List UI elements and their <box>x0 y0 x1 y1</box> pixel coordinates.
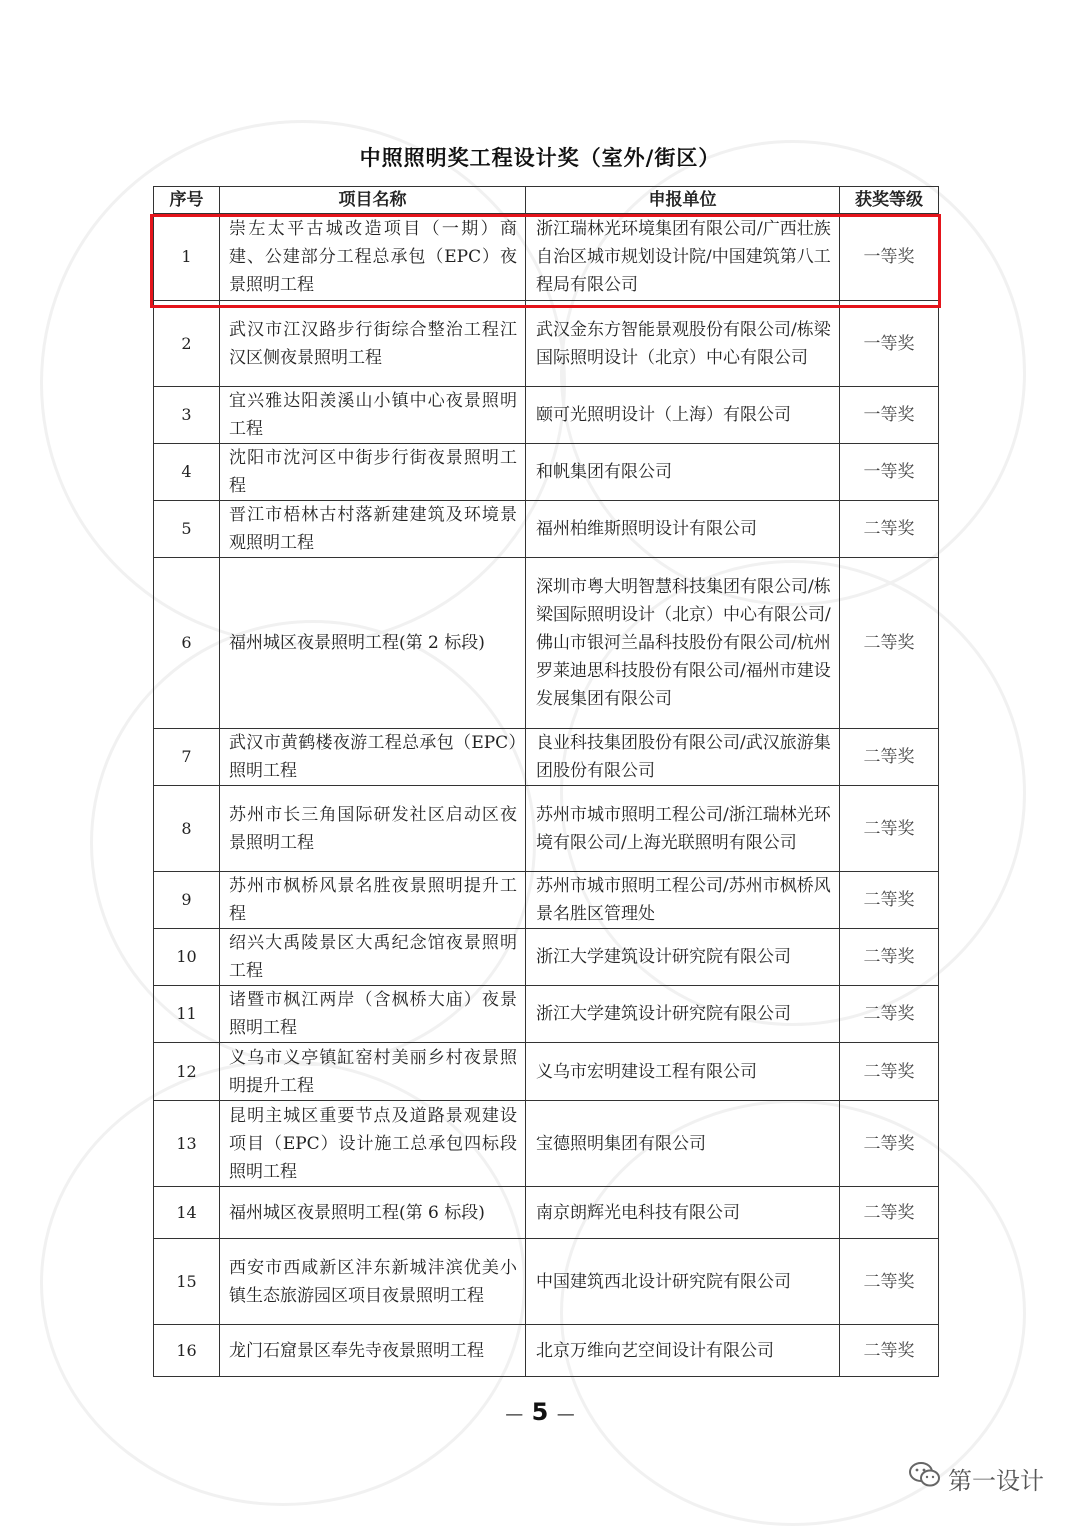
header-award-level: 获奖等级 <box>840 187 939 214</box>
row-award: 一等奖 <box>840 444 939 501</box>
row-award: 二等奖 <box>840 929 939 986</box>
row-applicant: 北京万维向艺空间设计有限公司 <box>526 1325 840 1377</box>
row-no: 3 <box>154 387 220 444</box>
row-applicant: 宝德照明集团有限公司 <box>526 1101 840 1187</box>
table-row <box>154 1043 939 1101</box>
awards-table <box>153 186 939 1377</box>
row-award: 二等奖 <box>840 501 939 558</box>
row-award: 二等奖 <box>840 1187 939 1239</box>
row-project-name: 诸暨市枫江两岸（含枫桥大庙）夜景照明工程 <box>220 986 526 1043</box>
row-award: 二等奖 <box>840 872 939 929</box>
row-applicant: 苏州市城市照明工程公司/浙江瑞林光环境有限公司/上海光联照明有限公司 <box>526 786 840 872</box>
row-applicant: 义乌市宏明建设工程有限公司 <box>526 1043 840 1101</box>
table-row <box>154 929 939 986</box>
row-project-name: 福州城区夜景照明工程(第 6 标段) <box>220 1187 526 1239</box>
highlight-box-row-1 <box>150 214 941 308</box>
row-award: 二等奖 <box>840 1239 939 1325</box>
row-award: 一等奖 <box>840 214 939 301</box>
header-applicant: 申报单位 <box>526 187 840 214</box>
row-award: 二等奖 <box>840 786 939 872</box>
row-award: 二等奖 <box>840 1325 939 1377</box>
row-applicant: 浙江大学建筑设计研究院有限公司 <box>526 986 840 1043</box>
row-no: 14 <box>154 1187 220 1239</box>
row-project-name: 昆明主城区重要节点及道路景观建设项目（EPC）设计施工总承包四标段照明工程 <box>220 1101 526 1187</box>
header-no: 序号 <box>154 187 220 214</box>
row-applicant: 和帆集团有限公司 <box>526 444 840 501</box>
row-award: 二等奖 <box>840 1101 939 1187</box>
row-project-name: 义乌市义亭镇缸窑村美丽乡村夜景照明提升工程 <box>220 1043 526 1101</box>
row-no: 4 <box>154 444 220 501</box>
table-row <box>154 786 939 872</box>
table-row <box>154 1325 939 1377</box>
row-project-name: 崇左太平古城改造项目（一期）商建、公建部分工程总承包（EPC）夜景照明工程 <box>220 214 526 301</box>
wechat-icon <box>908 1460 942 1496</box>
header-project-name: 项目名称 <box>220 187 526 214</box>
row-award: 二等奖 <box>840 1043 939 1101</box>
wechat-footer <box>908 1460 1044 1496</box>
row-project-name: 晋江市梧林古村落新建建筑及环境景观照明工程 <box>220 501 526 558</box>
row-no: 9 <box>154 872 220 929</box>
table-row <box>154 558 939 729</box>
row-applicant: 福州柏维斯照明设计有限公司 <box>526 501 840 558</box>
row-no: 8 <box>154 786 220 872</box>
row-project-name: 绍兴大禹陵景区大禹纪念馆夜景照明工程 <box>220 929 526 986</box>
row-award: 二等奖 <box>840 986 939 1043</box>
row-applicant: 南京朗辉光电科技有限公司 <box>526 1187 840 1239</box>
row-project-name: 武汉市黄鹤楼夜游工程总承包（EPC）照明工程 <box>220 729 526 786</box>
row-project-name: 苏州市枫桥风景名胜夜景照明提升工程 <box>220 872 526 929</box>
row-no: 2 <box>154 301 220 387</box>
table-row <box>154 501 939 558</box>
row-applicant: 浙江大学建筑设计研究院有限公司 <box>526 929 840 986</box>
row-no: 16 <box>154 1325 220 1377</box>
row-applicant: 苏州市城市照明工程公司/苏州市枫桥风景名胜区管理处 <box>526 872 840 929</box>
table-row <box>154 444 939 501</box>
row-no: 15 <box>154 1239 220 1325</box>
page-number-value: 5 <box>531 1398 549 1426</box>
page-title: 中照照明奖工程设计奖（室外/街区） <box>359 146 721 170</box>
row-applicant: 良业科技集团股份有限公司/武汉旅游集团股份有限公司 <box>526 729 840 786</box>
table-row <box>154 301 939 387</box>
row-no: 7 <box>154 729 220 786</box>
row-no: 5 <box>154 501 220 558</box>
row-project-name: 武汉市江汉路步行街综合整治工程江汉区侧夜景照明工程 <box>220 301 526 387</box>
row-applicant: 武汉金东方智能景观股份有限公司/栋梁国际照明设计（北京）中心有限公司 <box>526 301 840 387</box>
row-award: 一等奖 <box>840 387 939 444</box>
row-no: 1 <box>154 214 220 301</box>
page-dash-right: — <box>556 1404 575 1425</box>
row-project-name: 福州城区夜景照明工程(第 2 标段) <box>220 558 526 729</box>
row-project-name: 宜兴雅达阳羡溪山小镇中心夜景照明工程 <box>220 387 526 444</box>
row-no: 12 <box>154 1043 220 1101</box>
row-no: 11 <box>154 986 220 1043</box>
row-no: 6 <box>154 558 220 729</box>
row-project-name: 苏州市长三角国际研发社区启动区夜景照明工程 <box>220 786 526 872</box>
table-row <box>154 872 939 929</box>
row-award: 二等奖 <box>840 729 939 786</box>
row-project-name: 沈阳市沈河区中街步行街夜景照明工程 <box>220 444 526 501</box>
row-no: 10 <box>154 929 220 986</box>
row-award: 一等奖 <box>840 301 939 387</box>
row-applicant: 浙江瑞林光环境集团有限公司/广西壮族自治区城市规划设计院/中国建筑第八工程局有限公司 <box>526 214 840 301</box>
row-applicant: 深圳市粤大明智慧科技集团有限公司/栋梁国际照明设计（北京）中心有限公司/佛山市银河兰晶科技股份有限公司/杭州罗莱迪思科技股份有限公司/福州市建设发展集团有限公司 <box>526 558 840 729</box>
table-header-row <box>154 187 939 214</box>
table-row <box>154 986 939 1043</box>
row-project-name: 西安市西咸新区沣东新城沣滨优美小镇生态旅游园区项目夜景照明工程 <box>220 1239 526 1325</box>
row-applicant: 中国建筑西北设计研究院有限公司 <box>526 1239 840 1325</box>
page-number <box>0 1398 1080 1426</box>
row-no: 13 <box>154 1101 220 1187</box>
table-row <box>154 1239 939 1325</box>
table-row <box>154 1187 939 1239</box>
row-applicant: 颐可光照明设计（上海）有限公司 <box>526 387 840 444</box>
table-row <box>154 729 939 786</box>
footer-account-name: 第一设计 <box>948 1466 1044 1495</box>
row-award: 二等奖 <box>840 558 939 729</box>
table-row <box>154 1101 939 1187</box>
page-dash-left: — <box>505 1404 524 1425</box>
row-project-name: 龙门石窟景区奉先寺夜景照明工程 <box>220 1325 526 1377</box>
table-row <box>154 387 939 444</box>
